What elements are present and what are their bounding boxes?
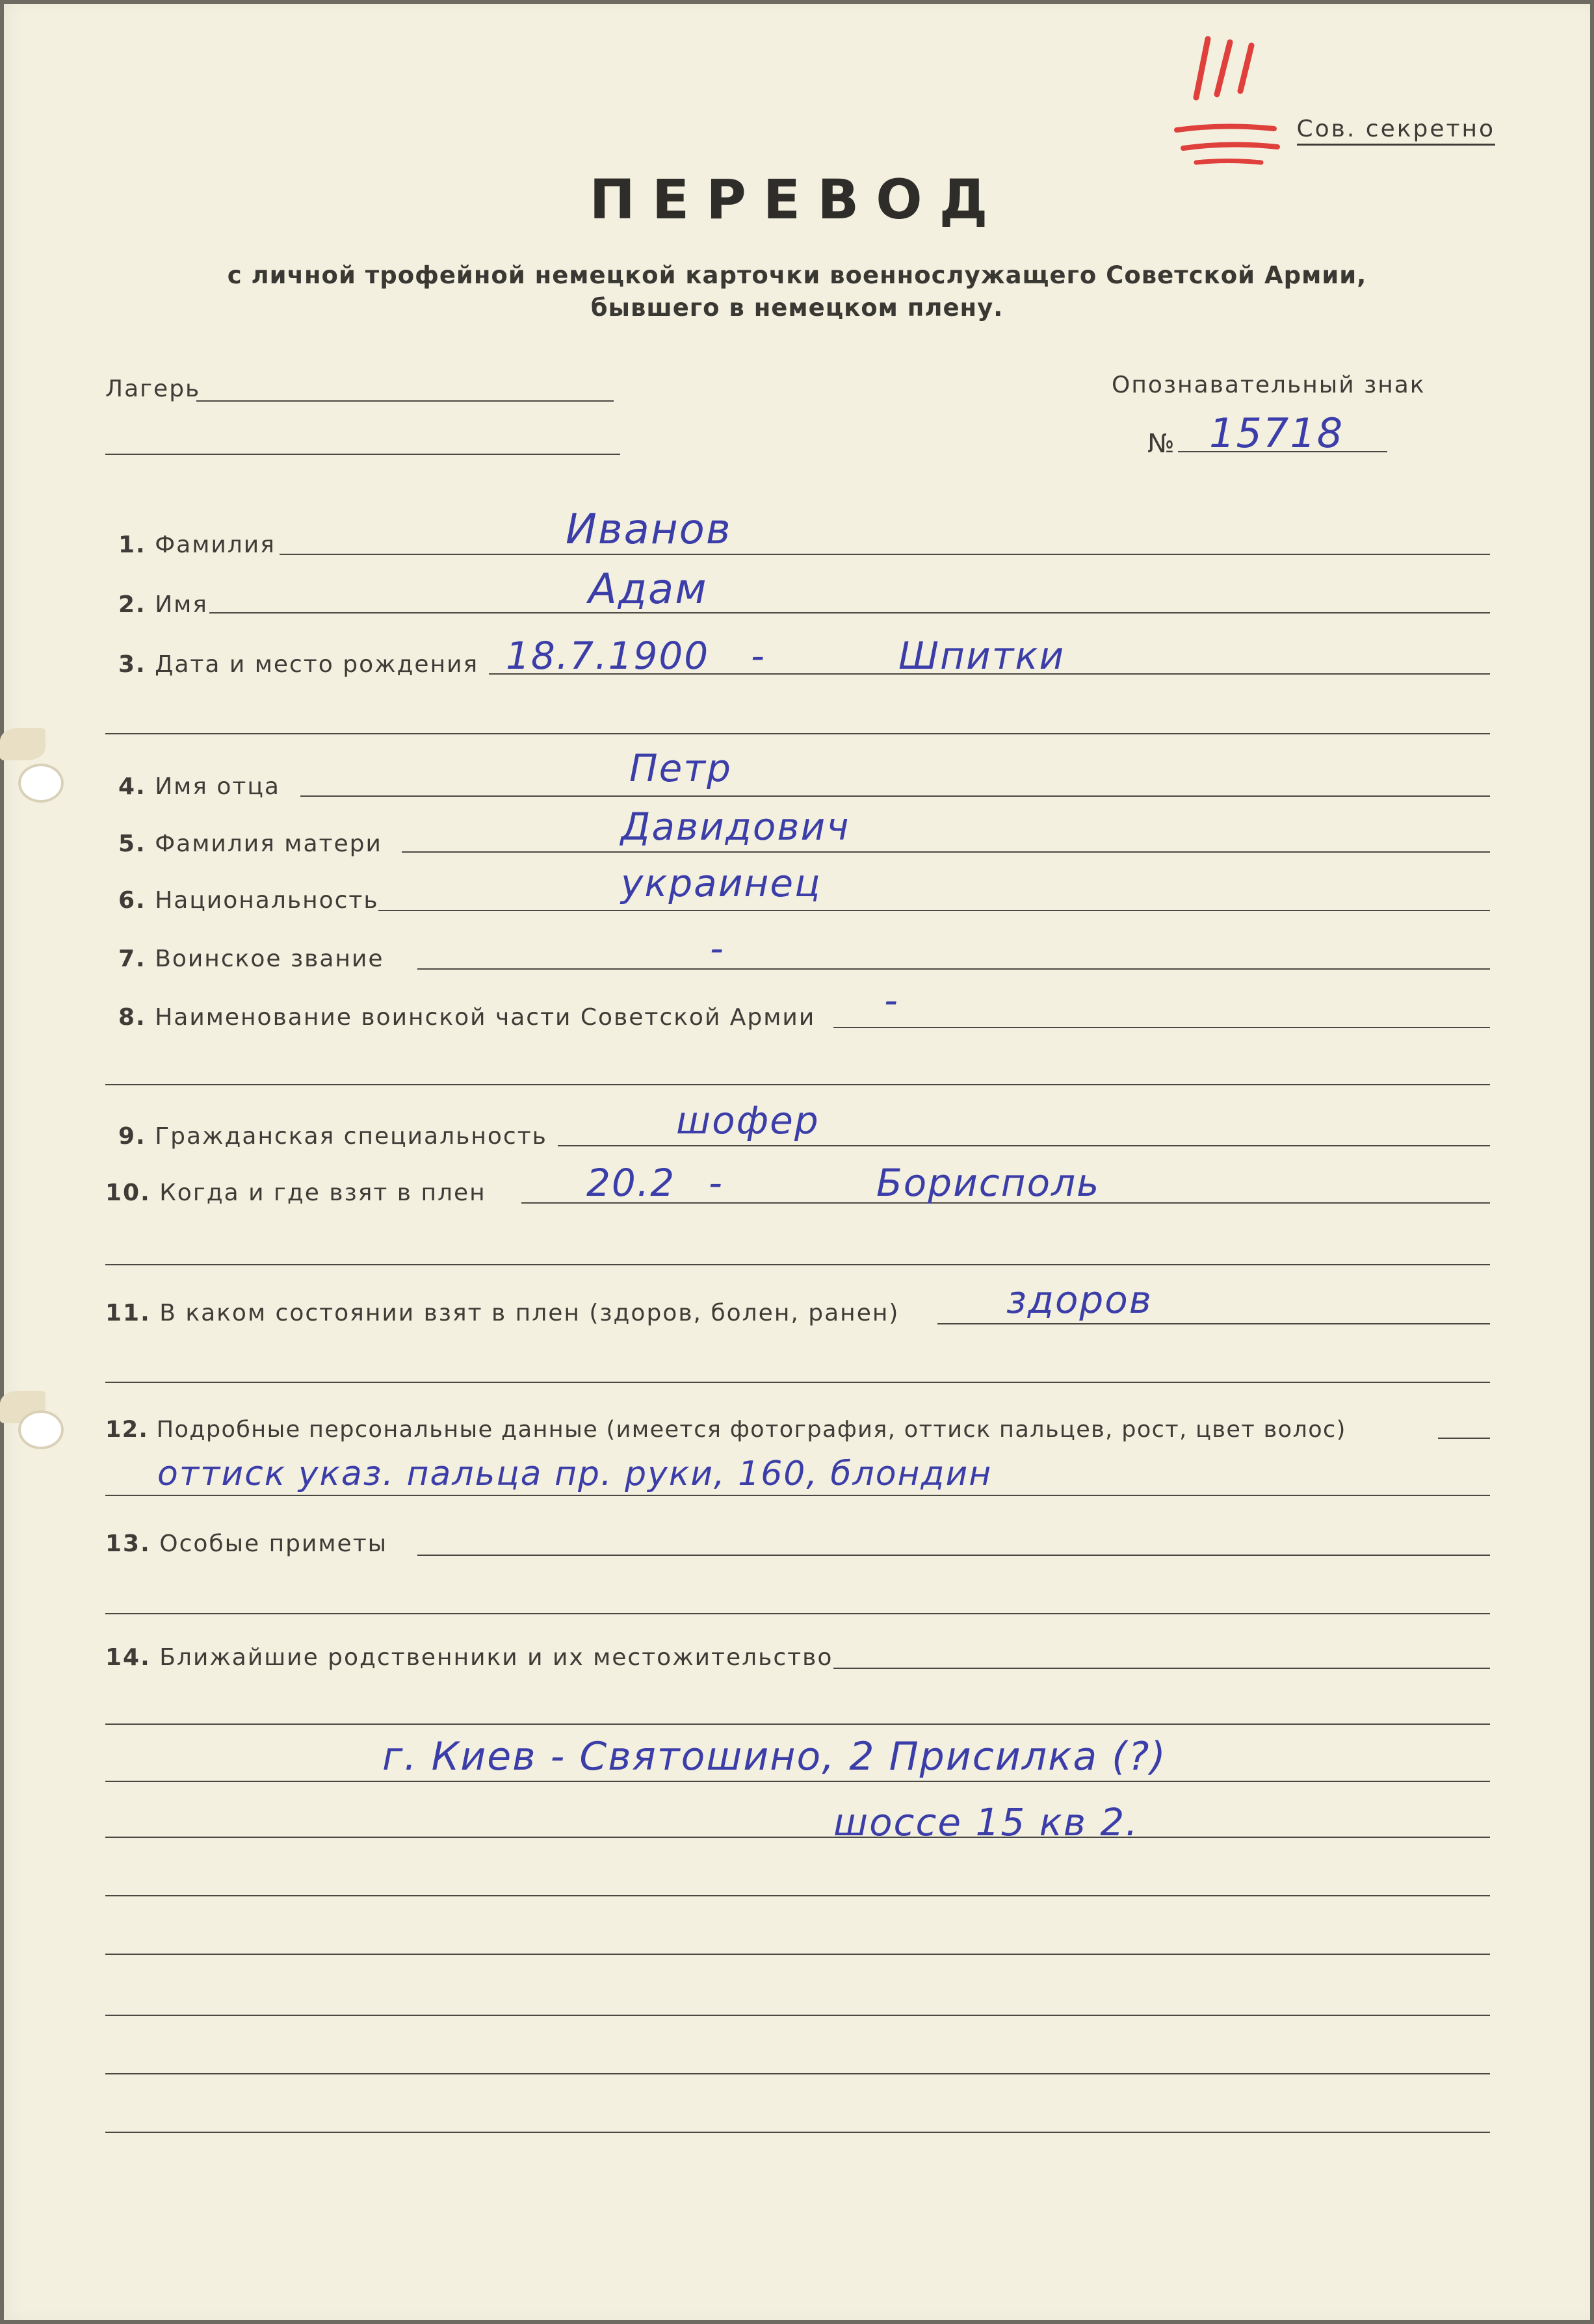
field-3-dash: -: [751, 634, 766, 678]
field-12-line: [1438, 1438, 1490, 1439]
classification-label: Сов. секретно: [1297, 116, 1495, 146]
field-10-date-value: 20.2: [586, 1161, 676, 1205]
field-7-value: -: [710, 926, 725, 970]
field-14-value-line1: г. Киев - Святошино, 2 Присилка (?): [382, 1734, 1167, 1779]
field-1-label: Фамилия: [155, 532, 276, 558]
tag-number-value: 15718: [1209, 409, 1344, 457]
field-14-line-6: [105, 1954, 1490, 1955]
field-14-line-5: [105, 1895, 1490, 1896]
field-6-number: 6.: [118, 887, 146, 914]
field-11-value: здоров: [1006, 1278, 1153, 1322]
field-12-number: 12.: [105, 1417, 149, 1443]
field-12-label: Подробные персональные данные (имеется фотография, оттиск пальцев, рост, цвет волос): [156, 1417, 1346, 1443]
field-6-line: [378, 910, 1490, 911]
field-8-label: Наименование воинской части Советской Армии: [155, 1004, 816, 1031]
field-14-line-8: [105, 2073, 1490, 2074]
field-2-line: [209, 612, 1490, 613]
field-14-line-9: [105, 2132, 1490, 2133]
field-5-line: [402, 851, 1490, 853]
field-8-line: [833, 1027, 1490, 1028]
field-11-number: 11.: [105, 1300, 151, 1326]
tag-label: Опознавательный знак: [1112, 372, 1426, 398]
field-4-label: Имя отца: [155, 773, 280, 800]
field-3-number: 3.: [118, 651, 146, 678]
paper-tear: [0, 728, 46, 760]
field-10-number: 10.: [105, 1180, 151, 1206]
field-10-place-value: Борисполь: [876, 1161, 1101, 1205]
field-12-value: оттиск указ. пальца пр. руки, 160, блондин: [157, 1454, 993, 1493]
tag-number-line: [1178, 451, 1387, 452]
field-14-line-2: [105, 1724, 1490, 1725]
field-4-line: [300, 795, 1490, 797]
field-7-number: 7.: [118, 946, 146, 972]
document-title: ПЕРЕВОД: [589, 168, 1005, 231]
field-1-line: [280, 554, 1490, 555]
camp-label: Лагерь: [105, 376, 201, 402]
field-10-dash: -: [709, 1161, 724, 1205]
field-9-value: шофер: [676, 1098, 820, 1143]
field-10-line-2: [105, 1264, 1490, 1265]
field-11-line: [937, 1323, 1490, 1324]
field-14-line-3: [105, 1781, 1490, 1782]
field-1-number: 1.: [118, 532, 146, 558]
field-13-number: 13.: [105, 1530, 151, 1557]
field-6-label: Национальность: [155, 887, 379, 914]
field-2-number: 2.: [118, 591, 146, 618]
field-10-label: Когда и где взят в плен: [159, 1180, 486, 1206]
tag-number-prefix: №: [1147, 429, 1176, 459]
field-2-label: Имя: [155, 591, 208, 618]
field-9-number: 9.: [118, 1123, 146, 1150]
field-14-value-line2: шоссе 15 кв 2.: [833, 1800, 1139, 1844]
field-14-number: 14.: [105, 1644, 151, 1671]
field-6-value: украинец: [621, 861, 822, 905]
red-pencil-marks: [1170, 26, 1300, 175]
field-3-line-2: [105, 733, 1490, 734]
field-3-label: Дата и место рождения: [155, 651, 479, 678]
field-9-label: Гражданская специальность: [155, 1123, 547, 1150]
field-5-label: Фамилия матери: [155, 831, 382, 857]
field-4-number: 4.: [118, 773, 146, 800]
field-11-line-2: [105, 1382, 1490, 1383]
camp-line-2: [105, 454, 620, 455]
document-subtitle-line2: бывшего в немецком плену.: [590, 294, 1004, 322]
document-subtitle-line1: с личной трофейной немецкой карточки военнослужащего Советской Армии,: [227, 261, 1367, 289]
field-3-place-value: Шпитки: [898, 634, 1065, 678]
field-2-value: Адам: [588, 565, 708, 613]
field-5-number: 5.: [118, 831, 146, 857]
field-11-label: В каком состоянии взят в плен (здоров, болен, ранен): [159, 1300, 900, 1326]
field-14-line-7: [105, 2015, 1490, 2016]
field-12-line-2: [105, 1495, 1490, 1496]
field-14-line-4: [105, 1837, 1490, 1838]
field-7-label: Воинское звание: [155, 946, 384, 972]
camp-line: [196, 400, 614, 402]
punch-hole: [18, 764, 64, 803]
field-9-line: [558, 1145, 1490, 1146]
field-7-line: [417, 968, 1490, 970]
field-4-value: Петр: [629, 746, 732, 790]
field-5-value: Давидович: [621, 805, 850, 849]
field-8-value: -: [884, 978, 899, 1022]
field-1-value: Иванов: [566, 506, 732, 554]
field-3-date-value: 18.7.1900: [506, 634, 710, 678]
field-14-line: [833, 1668, 1490, 1669]
field-13-label: Особые приметы: [159, 1530, 388, 1557]
field-13-line-2: [105, 1613, 1490, 1614]
field-8-number: 8.: [118, 1004, 146, 1031]
field-13-line: [417, 1555, 1490, 1556]
punch-hole: [18, 1410, 64, 1449]
field-14-label: Ближайшие родственники и их местожительство: [159, 1644, 833, 1671]
field-8-line-2: [105, 1084, 1490, 1085]
